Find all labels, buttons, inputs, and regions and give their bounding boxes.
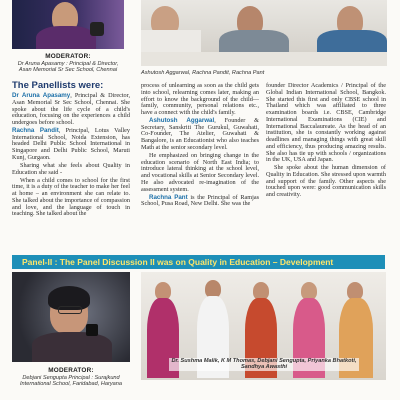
moderator-label-bottom: MODERATOR: <box>48 367 94 374</box>
text-column-3: founder Director Academics / Principal of the Global Indian International School, Bangkok. She started this first and only CBSE school in Thailand which was affiliated to three examination boards i.e. CBSE, Cambridge International Examinations (CIE) and International Baccalaureate. As the head of an institution, she is constantly working against deadlines and managing things with great skill and efficiency, thus producing amazing results. She also has tie up with schools / organizations in the UK, USA and Japan. She spoke about the human dimension of Quality in Education. She stressed upon warmth and support of the family. Other aspects she touched upon were: good communication skills and creativity. <box>266 82 386 199</box>
moderator-label-top: MODERATOR: <box>45 53 91 60</box>
moderator-photo-top <box>12 0 124 49</box>
panelists-caption-top: Ashutosh Aggarwal, Rachna Pandit, Rachna Pant <box>141 70 265 76</box>
panelist-name: Dr Aruna Apasamy <box>12 92 71 99</box>
text-column-2: process of unlearning as soon as the child gets into school, relearning comes later, making an effort to know the background of the child—family, community, personal relations etc., have a connect with the child's family. Ashutosh Aggarwal, Founder & Secretary, Sanskriti The Gurukul, Guwahati, Co-Founder, The Atelier, Guwahati & Bangalore, is an Educationist who also teaches Math at the senior secondary level. He emphasized on bringing change in the education scenario of North East India; to introduce lateral thinking at the school level, and vocational skills at Senior Secondary level. He also advocated re-imagination of the assessment system. Rachna Pant is the Principal of Ramjas School, Pusa Road, New Delhi. She was the <box>141 82 259 208</box>
panel-ii-banner <box>12 255 385 269</box>
moderator-photo-bottom <box>12 272 130 362</box>
panelist-name: Rachna Pandit <box>12 126 59 134</box>
panel-ii-banner-text: Panel-II : The Panel Discussion II was on Quality in Education – Development <box>22 256 334 267</box>
section-heading: The Panellists were: <box>12 80 104 91</box>
moderator-caption-top: Dr Aruna Apasamy : Principal & Director, Asan Memorial Sr Sec School, Chennai <box>17 61 119 74</box>
panelist-name: Rachna Pant <box>149 193 188 201</box>
panelist-name: Ashutosh Aggarwal <box>149 116 215 124</box>
panelists-photo-bottom <box>141 272 386 380</box>
moderator-caption-bottom: Debjani Sengupta Principal : Surajkund International School, Faridabad, Haryana <box>20 375 122 388</box>
panelists-photo-top <box>141 0 387 66</box>
panelists-caption-bottom: Dr. Sushma Malik, K M Thomas, Debjani Sengupta, Priyanka Bhatkoti, Sandhya Awasthi <box>169 358 359 371</box>
text-column-1: Dr Aruna Apasamy, Principal & Director, Asan Memorial Sr Sec School, Chennai. She spoke about the life cycle of a child's education, focusing on the experiences a child undergoes before school. Rachna Pandit, Principal, Lotus Valley International School, Noida Extension, has headed Delhi Public School International in Singapore and Delhi Public School, Maruti Kunj, Gurgaon. Sharing what she feels about Quality in Education she said - When a child comes to school for the first time, it is a duty of the teacher to make her feel at home – an environment she can relate to. She talked about the importance of compassion and love, and the language of touch in teaching. She talked about the <box>12 92 130 218</box>
